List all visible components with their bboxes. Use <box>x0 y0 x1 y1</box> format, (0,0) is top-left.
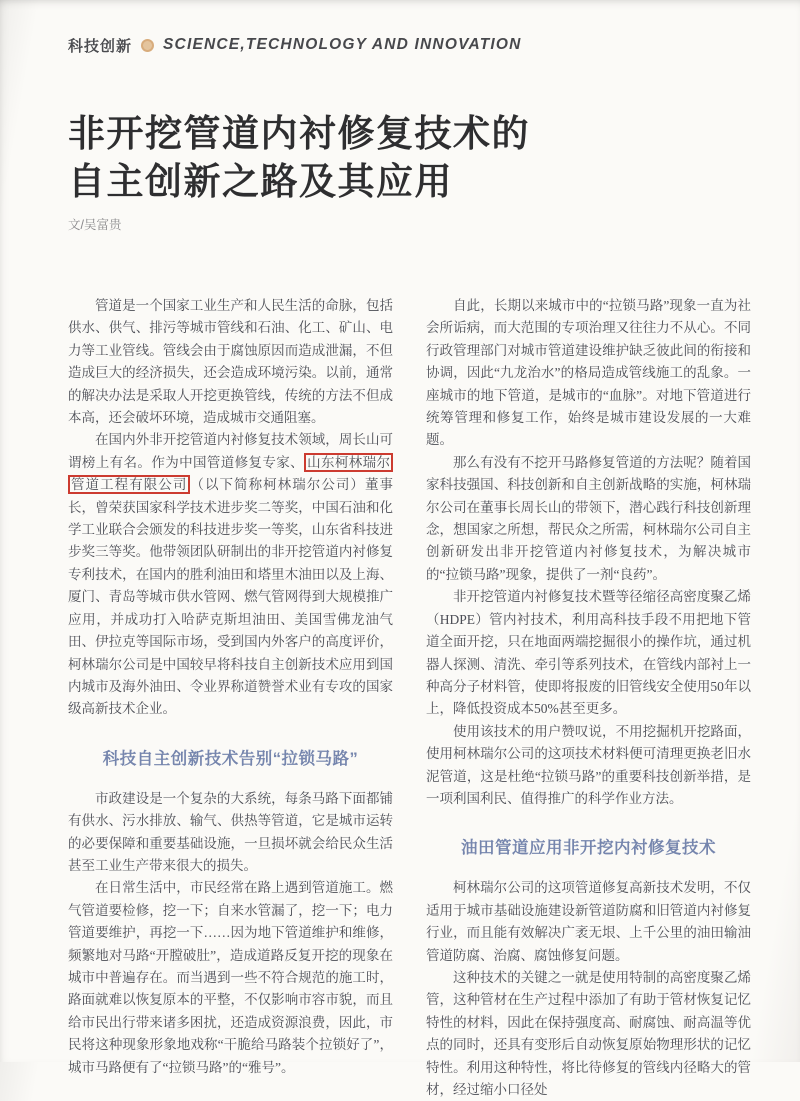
left-column <box>68 295 393 1101</box>
section-title-en: SCIENCE,TECHNOLOGY AND INNOVATION <box>163 36 522 53</box>
byline: 文/吴富贵 <box>68 218 122 232</box>
paragraph: 使用该技术的用户赞叹说，不用挖掘机开挖路面，使用柯林瑞尔公司的这项技术材料便可清理更换老旧水泥管道，这是杜绝“拉锁马路”的重要科技创新举措，是一项利国利民、值得推广的科学作业方法。 <box>426 723 751 806</box>
section-dot-icon <box>141 39 154 52</box>
paragraph: 那么有没有不挖开马路修复管道的方法呢？随着国家科技强国、科技创新和自主创新战略的实施，柯林瑞尔公司在董事长周长山的带领下，潜心践行科技创新理念，想国家之所想，帮民众之所需，柯林瑞尔公司自主创新研发出非开挖管道内衬修复技术，为解决城市的“拉锁马路”现象，提供了一剂“良药”。 <box>426 454 751 582</box>
paragraph: 市政建设是一个复杂的大系统，每条马路下面都铺有供水、污水排放、输气、供热等管道，它是城市运转的必要保障和重要基础设施，一旦损坏就会给民众生活甚至工业生产带来很大的损失。 <box>68 790 393 873</box>
paragraph-text: （以下简称柯林瑞尔公司）董事长，曾荣获国家科学技术进步奖二等奖，中国石油和化学工业联合会颁发的科技进步奖一等奖，山东省科技进步奖三等奖。他带领团队研制出的非开挖管道内衬修复专利技术，在国内的胜利油田和塔里木油田以及上海、厦门、青岛等城市供水管网、燃气管网得到大规模推广应用，并成功打入哈萨克斯坦油田、美国雪佛龙油气田、伊拉克等国际市场，受到国内外客户的高度评价，柯林瑞尔公司是中国较早将科技自主创新技术应用到国内城市及海外油田、令业界称道赞誉术业有专攻的国家级高新技术企业。 <box>68 477 394 717</box>
paragraph: 在日常生活中，市民经常在路上遇到管道施工。燃气管道要检修，挖一下；自来水管漏了，挖一下；电力管道要维护，再挖一下……因为地下管道维护和维修，频繁地对马路“开膛破肚”，造成道路反复开挖的现象在城市中普遍存在。而当遇到一些不符合规范的施工时，路面就难以恢复原本的平整，不仅影响市容市貌，而且给市民出行带来诸多困扰，还造成资源浪费，因此，市民将这种现象形象地戏称“干脆给马路装个拉锁好了”，城市马路便有了“拉锁马路”的“雅号”。 <box>68 880 393 1075</box>
company-name-highlight: 山东柯林瑞尔管道工程有限公司 <box>68 453 393 494</box>
paragraph: 自此，长期以来城市中的“拉锁马路”现象一直为社会所诟病，而大范围的专项治理又往往力不从心。不同行政管理部门对城市管道建设维护缺乏彼此间的衔接和协调，因此“九龙治水”的格局造成管线施工的乱象。一座城市的地下管道，是城市的“血脉”。对地下管道进行统筹管理和修复工作，始终是城市建设发展的一大难题。 <box>426 298 751 448</box>
article-title-line1: 非开挖管道内衬修复技术的 <box>68 113 530 154</box>
paragraph: 管道是一个国家工业生产和人民生活的命脉，包括供水、供气、排污等城市管线和石油、化工、矿山、电力等工业管线。管线会由于腐蚀原因而造成泄漏，不但造成巨大的经济损失，还会造成环境污染。以前，通常的解决办法是采取人开挖更换管线，传统的方法不但成本高，还会破坏环境，造成城市交通阻塞。 <box>68 298 393 426</box>
paragraph: 非开挖管道内衬修复技术暨等径缩径高密度聚乙烯（HDPE）管内衬技术，利用高科技手段不用把地下管道全面开挖，只在地面两端挖掘很小的操作坑，通过机器人探测、清洗、牵引等系列技术，在管线内部衬上一种高分子材料管，使即将报废的旧管线安全使用50年以上，降低投资成本50%甚至更多。 <box>426 589 751 717</box>
paragraph <box>68 429 393 720</box>
article-title-line2: 自主创新之路及其应用 <box>68 161 453 202</box>
paragraph-text: 在国内外非开挖管道内衬修复技术领域，周长山可谓榜上有名。作为中国管道修复专家、 <box>68 432 393 470</box>
page-header <box>68 34 752 56</box>
paragraph: 柯林瑞尔公司的这项管道修复高新技术发明，不仅适用于城市基础设施建设新管道防腐和旧管道内衬修复行业，而且能有效解决广袤无垠、上千公里的油田输油管道防腐、治腐、腐蚀修复问题。 <box>426 880 751 963</box>
paragraph: 这种技术的关键之一就是使用特制的高密度聚乙烯管，这种管材在生产过程中添加了有助于管材恢复记忆特性的材料，因此在保持强度高、耐腐蚀、耐高温等优点的同时，还具有变形后自动恢复原始物理形状的记忆特性。利用这种特性，将比待修复的管线内径略大的管材，经过缩小口径处 <box>426 969 751 1097</box>
section-title-cn: 科技创新 <box>68 37 133 55</box>
section-heading-innovation: 科技自主创新技术告别“拉锁马路” <box>102 749 359 768</box>
right-column <box>426 295 751 1101</box>
article-body <box>68 295 752 1101</box>
section-heading-oilfield: 油田管道应用非开挖内衬修复技术 <box>461 839 716 858</box>
article-title <box>68 110 752 206</box>
